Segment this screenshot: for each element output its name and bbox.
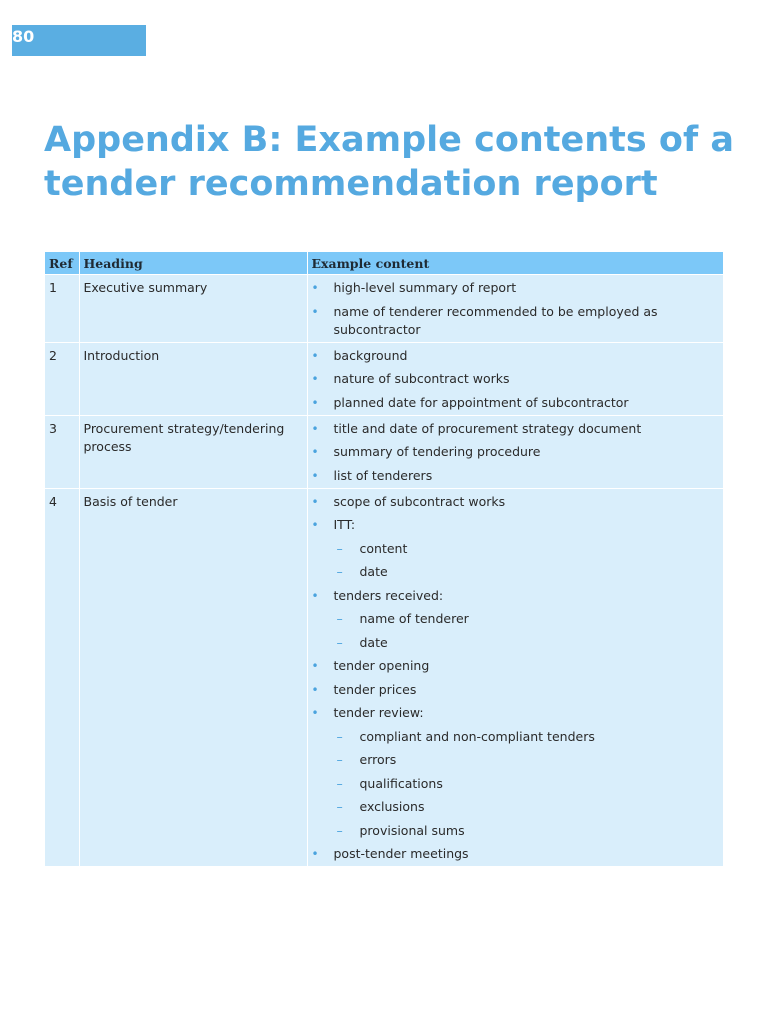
list-item-text: name of tenderer recommended to be employed as subcontractor (333, 303, 658, 337)
row-example-content (307, 275, 723, 343)
list-item (312, 279, 720, 297)
list-item-text: summary of tendering procedure (333, 444, 541, 459)
list-item-text: scope of subcontract works (333, 493, 506, 509)
sub-list-item (312, 798, 720, 816)
list-item-text: errors (359, 752, 397, 767)
list-item-text: date (359, 634, 388, 650)
bullet-marker-icon: • (311, 682, 319, 697)
list-item-text: tender opening (333, 658, 430, 673)
list-item-text: title and date of procurement strategy document (333, 420, 642, 436)
sub-list-item (312, 775, 720, 793)
list-item (312, 845, 720, 863)
list-item (312, 394, 720, 412)
list-item (312, 303, 720, 339)
list-item-text: date (359, 564, 388, 579)
table-row (45, 342, 723, 415)
bullet-marker-icon: • (311, 304, 319, 319)
bullet-marker-icon: • (311, 395, 319, 410)
bullet-marker-icon: • (311, 372, 319, 386)
sub-list-item (312, 728, 720, 746)
row-ref: 2 (45, 342, 79, 415)
row-ref: 1 (45, 275, 79, 343)
content-list (312, 279, 720, 339)
list-item-text: post-tender meetings (333, 846, 469, 861)
list-item (312, 587, 720, 605)
bullet-marker-icon: • (311, 847, 319, 861)
list-item (312, 420, 720, 438)
dash-marker-icon: – (336, 799, 343, 814)
dash-marker-icon: – (336, 752, 343, 767)
bullet-marker-icon: • (311, 659, 319, 673)
bullet-marker-icon: • (311, 494, 319, 509)
bullet-marker-icon: • (311, 281, 319, 295)
dash-marker-icon: – (336, 611, 343, 626)
list-item (312, 704, 720, 722)
column-header-ref: Ref (45, 252, 79, 275)
sub-list-item (312, 751, 720, 769)
table-row (45, 275, 723, 343)
row-example-content (307, 415, 723, 488)
list-item-text: exclusions (359, 799, 425, 814)
list-item-text: compliant and non-compliant tenders (359, 728, 595, 744)
bullet-marker-icon: • (311, 348, 319, 363)
dash-marker-icon: – (336, 728, 343, 744)
column-header-heading: Heading (79, 252, 307, 275)
sub-list-item (312, 822, 720, 840)
page-title: Appendix B: Example contents of a tender recommendation report (44, 120, 734, 204)
table-row (45, 415, 723, 488)
row-heading: Introduction (79, 342, 307, 415)
row-ref: 4 (45, 488, 79, 866)
list-item (312, 443, 720, 461)
row-example-content (307, 342, 723, 415)
dash-marker-icon: – (336, 634, 343, 650)
sub-list-item (312, 563, 720, 581)
list-item-text: tender review: (333, 705, 424, 720)
table-header-row (45, 252, 723, 275)
list-item-text: provisional sums (359, 822, 465, 838)
sub-list-item (312, 540, 720, 558)
list-item-text: nature of subcontract works (333, 371, 510, 386)
dash-marker-icon: – (336, 540, 343, 556)
list-item-text: qualifications (359, 775, 443, 791)
contents-table (45, 252, 723, 866)
table-row (45, 488, 723, 866)
page-number: 80 (12, 27, 35, 46)
content-list (312, 420, 720, 485)
list-item-text: tender prices (333, 681, 417, 697)
content-list (312, 493, 720, 864)
row-heading: Procurement strategy/tendering process (79, 415, 307, 488)
table-body (45, 275, 723, 867)
list-item-text: name of tenderer (359, 611, 469, 626)
list-item (312, 516, 720, 534)
sub-list-item (312, 634, 720, 652)
row-heading: Executive summary (79, 275, 307, 343)
dash-marker-icon: – (336, 822, 343, 838)
bullet-marker-icon: • (311, 421, 319, 436)
list-item (312, 467, 720, 485)
list-item-text: list of tenderers (333, 467, 433, 483)
column-header-example-content: Example content (307, 252, 723, 275)
list-item-text: background (333, 347, 408, 363)
bullet-marker-icon: • (311, 518, 319, 532)
list-item-text: content (359, 540, 408, 556)
list-item (312, 347, 720, 365)
row-ref: 3 (45, 415, 79, 488)
dash-marker-icon: – (336, 564, 343, 579)
list-item-text: high-level summary of report (333, 280, 517, 295)
row-example-content (307, 488, 723, 866)
sub-list-item (312, 610, 720, 628)
list-item (312, 370, 720, 388)
bullet-marker-icon: • (311, 588, 319, 603)
dash-marker-icon: – (336, 775, 343, 791)
list-item-text: tenders received: (333, 587, 444, 603)
bullet-marker-icon: • (311, 706, 319, 720)
list-item (312, 681, 720, 699)
list-item-text: ITT: (333, 517, 356, 532)
bullet-marker-icon: • (311, 445, 319, 459)
list-item-text: planned date for appointment of subcontractor (333, 394, 629, 410)
list-item (312, 493, 720, 511)
row-heading: Basis of tender (79, 488, 307, 866)
content-list (312, 347, 720, 412)
list-item (312, 657, 720, 675)
bullet-marker-icon: • (311, 468, 319, 483)
